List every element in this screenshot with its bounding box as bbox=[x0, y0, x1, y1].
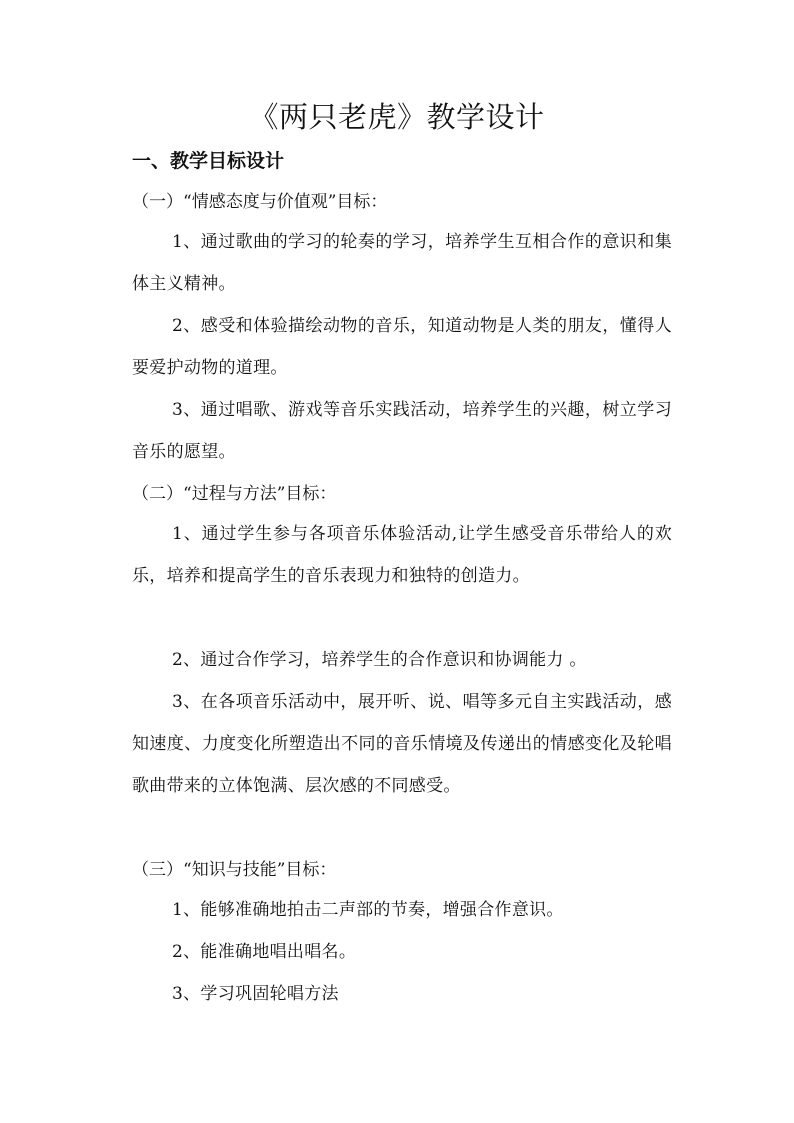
subsection-heading-attitude-values: （一）“情感态度与价值观”目标： bbox=[132, 192, 388, 212]
document-title: 《两只老虎》教学设计 bbox=[249, 100, 545, 134]
goal-item-knowledge-1: 1、能够准确地拍击二声部的节奏，增强合作意识。 bbox=[172, 900, 564, 920]
goal-item-attitude-3: 3、通过唱歌、游戏等音乐实践活动，培养学生的兴趣，树立学习音乐的愿望。 bbox=[132, 400, 672, 462]
goal-item-process-1: 1、通过学生参与各项音乐体验活动,让学生感受音乐带给人的欢乐，培养和提高学生的音乐表现力和独特的创造力。 bbox=[132, 524, 672, 586]
goal-item-process-2: 2、通过合作学习，培养学生的合作意识和协调能力 。 bbox=[172, 650, 587, 670]
goal-item-attitude-2: 2、感受和体验描绘动物的音乐，知道动物是人类的朋友，懂得人要爱护动物的道理。 bbox=[132, 316, 672, 378]
goal-item-process-3: 3、在各项音乐活动中，展开听、说、唱等多元自主实践活动，感知速度、力度变化所塑造出不同的音乐情境及传递出的情感变化及轮唱歌曲带来的立体饱满、层次感的不同感受。 bbox=[132, 692, 672, 796]
subsection-heading-process-methods: （二）“过程与方法”目标： bbox=[132, 484, 337, 504]
goal-item-attitude-1: 1、通过歌曲的学习的轮奏的学习，培养学生互相合作的意识和集体主义精神。 bbox=[132, 232, 672, 294]
goal-item-knowledge-3: 3、学习巩固轮唱方法 bbox=[172, 984, 339, 1004]
subsection-heading-knowledge-skills: （三）“知识与技能”目标： bbox=[132, 860, 337, 880]
section-heading-teaching-goals: 一、教学目标设计 bbox=[132, 150, 285, 172]
goal-item-knowledge-2: 2、能准确地唱出唱名。 bbox=[172, 942, 357, 962]
